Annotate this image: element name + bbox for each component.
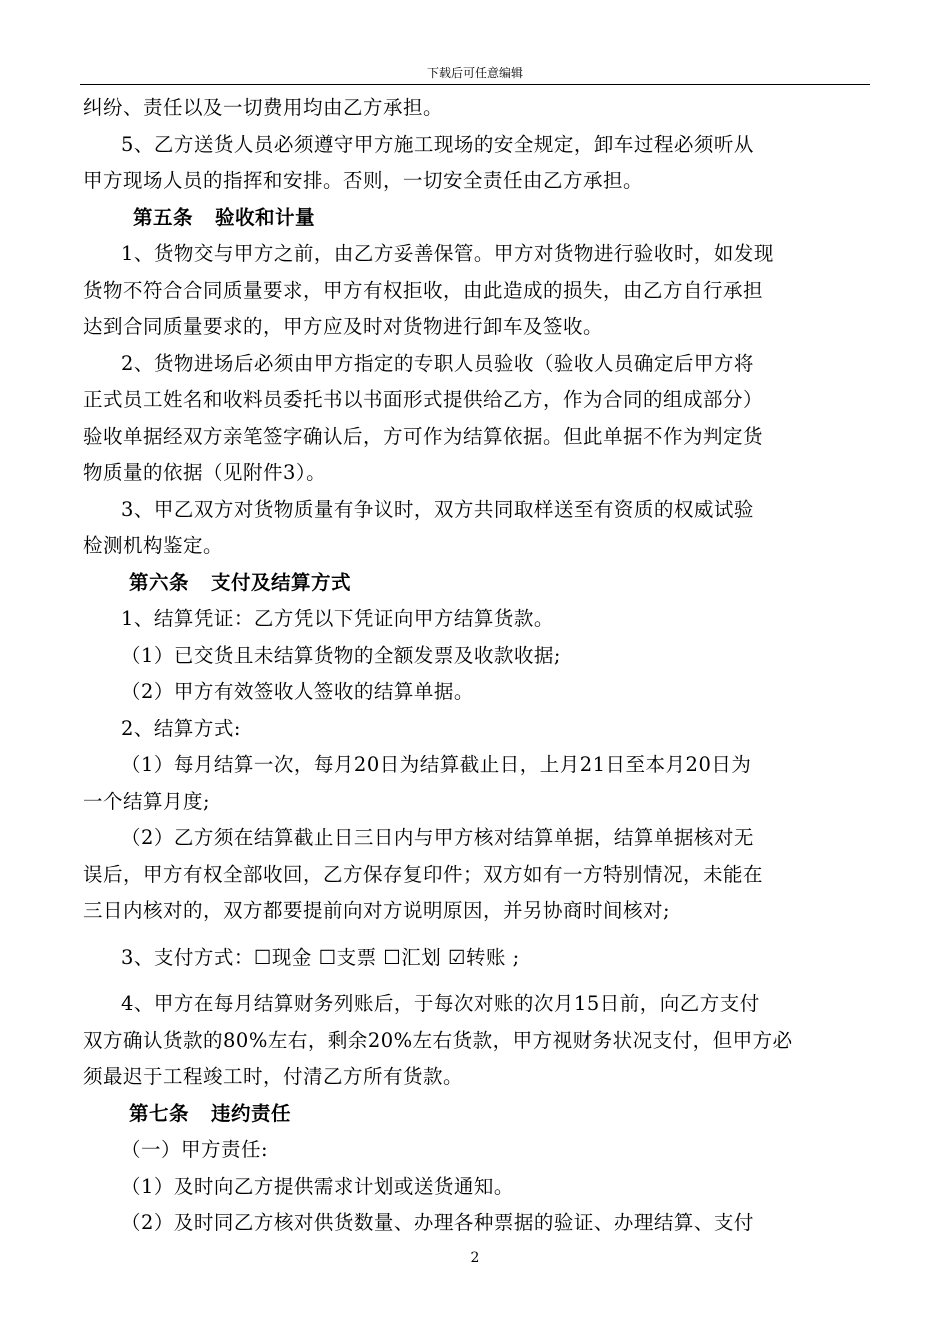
page-number: 2 [470, 1250, 480, 1266]
paragraph-line: 5、乙方送货人员必须遵守甲方施工现场的安全规定，卸车过程必须听从 [121, 132, 754, 156]
paragraph-line: （2）乙方须在结算截止日三日内与甲方核对结算单据，结算单据核对无 [121, 826, 754, 849]
document-body [83, 90, 859, 1242]
paragraph-line: （2）甲方有效签收人签收的结算单据。 [121, 680, 474, 703]
article-title: 支付及结算方式 [211, 570, 352, 594]
paragraph-line: （一）甲方责任: [121, 1138, 269, 1161]
paragraph-line: （1）及时向乙方提供需求计划或送货通知。 [121, 1174, 514, 1198]
paragraph-line: 1、结算凭证：乙方凭以下凭证向甲方结算货款。 [121, 607, 554, 630]
paragraph-line: 一个结算月度; [83, 789, 211, 813]
paragraph-line: 1、货物交与甲方之前，由乙方妥善保管。甲方对货物进行验收时，如发现 [121, 242, 774, 265]
paragraph-line: 2、结算方式: [121, 716, 241, 740]
paragraph-line: 物质量的依据（见附件3）。 [83, 461, 327, 484]
paragraph-line: 三日内核对的，双方都要提前向对方说明原因，并另协商时间核对; [83, 899, 671, 922]
article-title: 验收和计量 [215, 205, 316, 229]
article-number: 第六条 [129, 570, 190, 594]
paragraph-line: 货物不符合合同质量要求，甲方有权拒收，由此造成的损失，由乙方自行承担 [83, 278, 764, 302]
paragraph-line: 纠纷、责任以及一切费用均由乙方承担。 [83, 96, 444, 119]
paragraph-line: 验收单据经双方亲笔签字确认后，方可作为结算依据。但此单据不作为判定货 [83, 424, 764, 448]
paragraph-line: （1）已交货且未结算货物的全额发票及收款收据; [121, 643, 561, 667]
paragraph-line: （1）每月结算一次，每月20日为结算截止日，上月21日至本月20日为 [121, 753, 752, 776]
paragraph-line: 甲方现场人员的指挥和安排。否则，一切安全责任由乙方承担。 [83, 169, 644, 192]
paragraph-line: （2）及时同乙方核对供货数量、办理各种票据的验证、办理结算、支付 [121, 1211, 754, 1234]
article-number: 第五条 [133, 205, 194, 229]
article-heading-5 [83, 200, 859, 237]
article-number: 第七条 [129, 1101, 190, 1125]
paragraph-line: 正式员工姓名和收料员委托书以书面形式提供给乙方，作为合同的组成部分） [83, 388, 764, 411]
paragraph-line: 检测机构鉴定。 [83, 534, 224, 557]
payment-method-line: 3、支付方式：☐现金 ☐支票 ☐汇划 ☑转账 ; [121, 945, 520, 969]
paragraph-line: 3、甲乙双方对货物质量有争议时，双方共同取样送至有资质的权威试验 [121, 497, 754, 521]
article-heading-6 [83, 565, 859, 602]
paragraph-line: 双方确认货款的80%左右，剩余20%左右货款，甲方视财务状况支付，但甲方必 [83, 1028, 793, 1052]
paragraph-line: 误后，甲方有权全部收回，乙方保存复印件；双方如有一方特别情况，未能在 [83, 862, 764, 886]
paragraph-line: 须最迟于工程竣工时，付清乙方所有货款。 [83, 1065, 464, 1088]
paragraph-line: 4、甲方在每月结算财务列账后，于每次对账的次月15日前，向乙方支付 [121, 992, 760, 1015]
paragraph-line: 达到合同质量要求的，甲方应及时对货物进行卸车及签收。 [83, 315, 604, 338]
header-rule [80, 84, 870, 85]
article-heading-7 [83, 1096, 859, 1133]
page-header: 下载后可任意编辑 [426, 66, 523, 80]
article-title: 违约责任 [211, 1101, 292, 1125]
paragraph-line: 2、货物进场后必须由甲方指定的专职人员验收（验收人员确定后甲方将 [121, 351, 754, 375]
